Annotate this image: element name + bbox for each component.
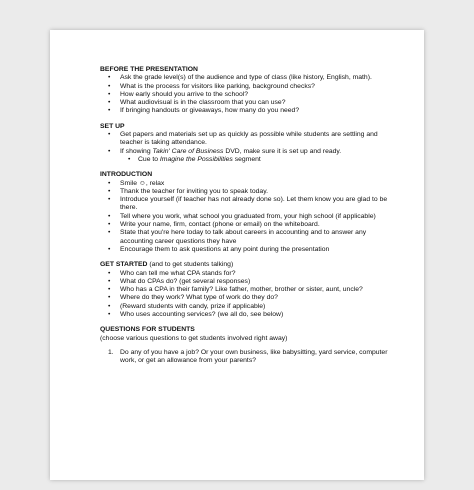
- item-text: Do any of you have a job? Or your own business, like babysitting, yard service, computer work, or get an allowance from your parents?: [120, 348, 388, 365]
- intro-list: [100, 180, 400, 255]
- document-page: [50, 30, 424, 480]
- before-list: [100, 74, 400, 115]
- item-number: 1.: [108, 348, 114, 356]
- list-item: [100, 349, 400, 366]
- list-item: • Encourage them to ask questions at any point during the presentation: [100, 246, 400, 254]
- started-heading-text: GET STARTED: [100, 261, 148, 269]
- list-item: • What is the process for visitors like parking, background checks?: [100, 83, 400, 91]
- cue-title: Imagine the Possibilities: [159, 155, 233, 163]
- section-heading-before: BEFORE THE PRESENTATION: [100, 66, 198, 73]
- section-heading-started: [100, 261, 400, 269]
- list-item: • If bringing handouts or giveaways, how many do you need?: [100, 107, 400, 115]
- section-heading-intro: INTRODUCTION: [100, 171, 153, 179]
- cue-suffix: segment: [232, 155, 261, 163]
- list-item: • Who uses accounting services? (we all do, see below): [100, 311, 400, 319]
- list-item: • Ask the grade level(s) of the audience and type of class (like history, English, math).: [100, 74, 400, 82]
- section-heading-setup: SET UP: [100, 122, 125, 130]
- document-content: [100, 66, 400, 366]
- questions-subheading: (choose various questions to get students involved right away): [100, 334, 288, 342]
- list-item: • State that you're here today to talk about careers in accounting and to answer any accounting career questions they have: [100, 229, 400, 246]
- list-item: • What do CPAs do? (get several responses): [100, 278, 400, 286]
- list-item: • Introduce yourself (if teacher has not already done so). Let them know you are glad to be there.: [100, 196, 400, 213]
- list-item-dvd: [100, 148, 400, 156]
- list-item: • What audiovisual is in the classroom that you can use?: [100, 99, 400, 107]
- list-item: • Who has a CPA in their family? Like father, mother, brother or sister, aunt, uncle?: [100, 286, 400, 294]
- list-item-cue: [100, 156, 400, 164]
- started-heading-note: (and to get students talking): [147, 261, 234, 269]
- list-item: • Who can tell me what CPA stands for?: [100, 270, 400, 278]
- list-item: • Get papers and materials set up as quickly as possible while students are settling and teacher is taking attendance.: [100, 131, 400, 148]
- list-item: • How early should you arrive to the school?: [100, 91, 400, 99]
- setup-list: [100, 131, 400, 164]
- dvd-title: Takin' Care of Business: [152, 147, 224, 155]
- cue-prefix: Cue to: [138, 155, 160, 163]
- list-item: • Thank the teacher for inviting you to speak today.: [100, 188, 400, 196]
- started-list: [100, 270, 400, 320]
- list-item: • (Reward students with candy, prize if applicable): [100, 303, 400, 311]
- dvd-suffix: DVD, make sure it is set up and ready.: [223, 147, 342, 155]
- list-item: • Smile ☺, relax: [100, 180, 400, 188]
- questions-list: [100, 349, 400, 366]
- list-item: • Tell where you work, what school you graduated from, your high school (if applicable): [100, 213, 400, 221]
- section-heading-questions: QUESTIONS FOR STUDENTS: [100, 326, 195, 334]
- list-item: • Where do they work? What type of work do they do?: [100, 294, 400, 302]
- dvd-prefix: If showing: [120, 147, 153, 155]
- list-item: • Write your name, firm, contact (phone or email) on the whiteboard.: [100, 221, 400, 229]
